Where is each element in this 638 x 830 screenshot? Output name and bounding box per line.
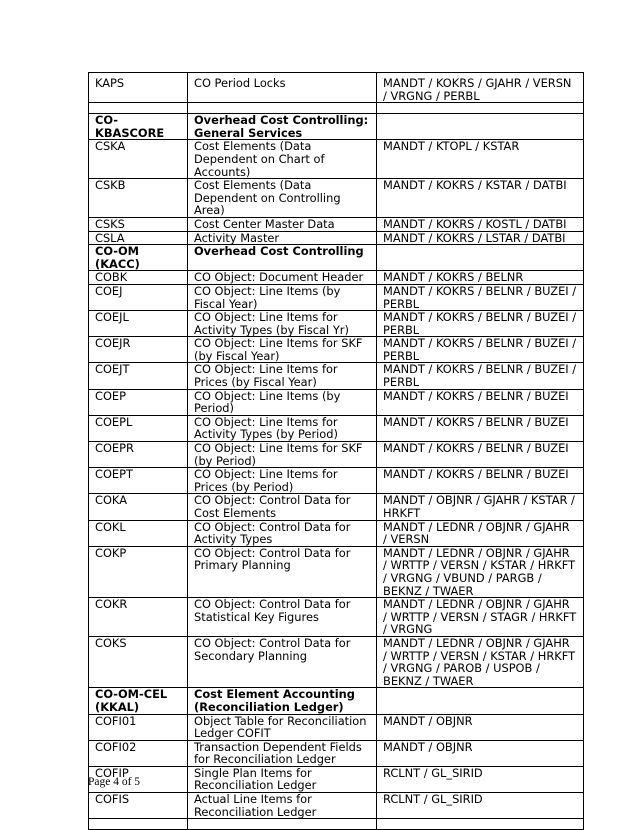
table-row <box>89 337 584 363</box>
table-name-cell: COEJL <box>89 311 188 337</box>
table-row <box>89 217 584 231</box>
table-name-cell: CO-OM (KACC) <box>89 245 188 271</box>
key-fields-cell <box>377 688 584 714</box>
table-row <box>89 494 584 520</box>
table-row <box>89 546 584 597</box>
description-cell: CO Object: Document Header <box>188 271 377 285</box>
section-header-row <box>89 114 584 140</box>
table-row <box>89 636 584 687</box>
key-fields-cell: MANDT / LEDNR / OBJNR / GJAHR / WRTTP / VERSN / KSTAR / HRKFT / VRGNG / VBUND / PARGB / BEKNZ / TWAER <box>377 546 584 597</box>
table-row <box>89 271 584 285</box>
key-fields-cell: MANDT / KOKRS / BELNR / BUZEI / PERBL <box>377 363 584 389</box>
table-name-cell: COEJR <box>89 337 188 363</box>
table-row <box>89 415 584 441</box>
table-name-cell: COEJ <box>89 284 188 310</box>
description-cell <box>188 819 377 830</box>
description-cell: CO Object: Line Items for SKF (by Fiscal Year) <box>188 337 377 363</box>
table-name-cell: COEP <box>89 389 188 415</box>
description-cell: CO Object: Control Data for Activity Types <box>188 520 377 546</box>
table-row <box>89 389 584 415</box>
table-row <box>89 714 584 740</box>
key-fields-cell: MANDT / KOKRS / LSTAR / DATBI <box>377 231 584 245</box>
description-cell: Object Table for Reconciliation Ledger COFIT <box>188 714 377 740</box>
table-row <box>89 520 584 546</box>
table-row <box>89 766 584 792</box>
table-row <box>89 363 584 389</box>
description-cell: Cost Center Master Data <box>188 217 377 231</box>
table-name-cell: CSKA <box>89 140 188 179</box>
table-row <box>89 598 584 637</box>
description-cell: Cost Element Accounting (Reconciliation Ledger) <box>188 688 377 714</box>
section-header-row <box>89 688 584 714</box>
key-fields-cell <box>377 819 584 830</box>
table-row <box>89 140 584 179</box>
key-fields-cell: MANDT / KOKRS / KSTAR / DATBI <box>377 179 584 218</box>
description-cell: CO Object: Control Data for Cost Elements <box>188 494 377 520</box>
table-row <box>89 740 584 766</box>
table-row <box>89 442 584 468</box>
table-name-cell: COKA <box>89 494 188 520</box>
key-fields-cell <box>377 245 584 271</box>
table-name-cell: COEPL <box>89 415 188 441</box>
key-fields-cell: MANDT / KOKRS / BELNR / BUZEI / PERBL <box>377 284 584 310</box>
table-name-cell: COFI01 <box>89 714 188 740</box>
key-fields-cell: MANDT / KOKRS / BELNR / BUZEI <box>377 389 584 415</box>
table-row <box>89 73 584 103</box>
description-cell: CO Period Locks <box>188 73 377 103</box>
section-header-row <box>89 245 584 271</box>
description-cell: CO Object: Line Items for Activity Types (by Period) <box>188 415 377 441</box>
key-fields-cell: MANDT / KOKRS / BELNR / BUZEI <box>377 468 584 494</box>
spacer-row <box>89 103 584 114</box>
description-cell: CO Object: Line Items (by Period) <box>188 389 377 415</box>
key-fields-cell: MANDT / KOKRS / BELNR <box>377 271 584 285</box>
key-fields-cell: RCLNT / GL_SIRID <box>377 766 584 792</box>
description-cell: CO Object: Control Data for Secondary Planning <box>188 636 377 687</box>
key-fields-cell: MANDT / LEDNR / OBJNR / GJAHR / WRTTP / VERSN / KSTAR / HRKFT / VRGNG / PAROB / USPOB / BEKNZ / TWAER <box>377 636 584 687</box>
key-fields-cell <box>377 114 584 140</box>
description-cell: CO Object: Line Items for Prices (by Period) <box>188 468 377 494</box>
table-name-cell: COFIP <box>89 766 188 792</box>
table-row <box>89 468 584 494</box>
table-name-cell: COKR <box>89 598 188 637</box>
key-fields-cell: MANDT / OBJNR <box>377 714 584 740</box>
table-row <box>89 284 584 310</box>
table-name-cell: COKP <box>89 546 188 597</box>
key-fields-cell: MANDT / OBJNR <box>377 740 584 766</box>
key-fields-cell: RCLNT / GL_SIRID <box>377 793 584 819</box>
description-cell: Activity Master <box>188 231 377 245</box>
table-name-cell: CSLA <box>89 231 188 245</box>
table-name-cell: COEPT <box>89 468 188 494</box>
page-number: Page 4 of 5 <box>88 776 141 788</box>
key-fields-cell: MANDT / OBJNR / GJAHR / KSTAR / HRKFT <box>377 494 584 520</box>
key-fields-cell <box>377 103 584 114</box>
table-row <box>89 231 584 245</box>
table-name-cell: COKL <box>89 520 188 546</box>
table-row <box>89 311 584 337</box>
key-fields-cell: MANDT / KOKRS / GJAHR / VERSN / VRGNG / PERBL <box>377 73 584 103</box>
key-fields-cell: MANDT / KOKRS / BELNR / BUZEI <box>377 415 584 441</box>
description-cell: CO Object: Line Items for Activity Types (by Fiscal Yr) <box>188 311 377 337</box>
key-fields-cell: MANDT / LEDNR / OBJNR / GJAHR / WRTTP / VERSN / STAGR / HRKFT / VRGNG <box>377 598 584 637</box>
key-fields-cell: MANDT / KTOPL / KSTAR <box>377 140 584 179</box>
description-cell: CO Object: Control Data for Statistical Key Figures <box>188 598 377 637</box>
description-cell: Transaction Dependent Fields for Reconciliation Ledger <box>188 740 377 766</box>
table-row <box>89 793 584 819</box>
description-cell: Cost Elements (Data Dependent on Chart of Accounts) <box>188 140 377 179</box>
description-cell: CO Object: Line Items for Prices (by Fiscal Year) <box>188 363 377 389</box>
description-cell: CO Object: Control Data for Primary Planning <box>188 546 377 597</box>
description-cell: Single Plan Items for Reconciliation Ledger <box>188 766 377 792</box>
table-body <box>89 73 584 830</box>
description-cell: CO Object: Line Items (by Fiscal Year) <box>188 284 377 310</box>
table-name-cell: COBK <box>89 271 188 285</box>
table-name-cell: COFI02 <box>89 740 188 766</box>
table-name-cell: COEPR <box>89 442 188 468</box>
table-name-cell: CSKS <box>89 217 188 231</box>
key-fields-cell: MANDT / KOKRS / BELNR / BUZEI <box>377 442 584 468</box>
key-fields-cell: MANDT / KOKRS / BELNR / BUZEI / PERBL <box>377 311 584 337</box>
key-fields-cell: MANDT / KOKRS / KOSTL / DATBI <box>377 217 584 231</box>
spacer-row <box>89 819 584 830</box>
key-fields-cell: MANDT / LEDNR / OBJNR / GJAHR / VERSN <box>377 520 584 546</box>
table-key-fields <box>88 72 584 830</box>
table-name-cell <box>89 103 188 114</box>
table-name-cell: COFIS <box>89 793 188 819</box>
description-cell <box>188 103 377 114</box>
table-name-cell: COKS <box>89 636 188 687</box>
description-cell: Overhead Cost Controlling: General Services <box>188 114 377 140</box>
key-fields-cell: MANDT / KOKRS / BELNR / BUZEI / PERBL <box>377 337 584 363</box>
description-cell: Overhead Cost Controlling <box>188 245 377 271</box>
table-name-cell: KAPS <box>89 73 188 103</box>
table-row <box>89 179 584 218</box>
table-name-cell: CSKB <box>89 179 188 218</box>
description-cell: Actual Line Items for Reconciliation Ledger <box>188 793 377 819</box>
table-name-cell <box>89 819 188 830</box>
table-name-cell: CO-OM-CEL (KKAL) <box>89 688 188 714</box>
description-cell: Cost Elements (Data Dependent on Controlling Area) <box>188 179 377 218</box>
table-name-cell: CO-KBASCORE <box>89 114 188 140</box>
description-cell: CO Object: Line Items for SKF (by Period) <box>188 442 377 468</box>
table-name-cell: COEJT <box>89 363 188 389</box>
